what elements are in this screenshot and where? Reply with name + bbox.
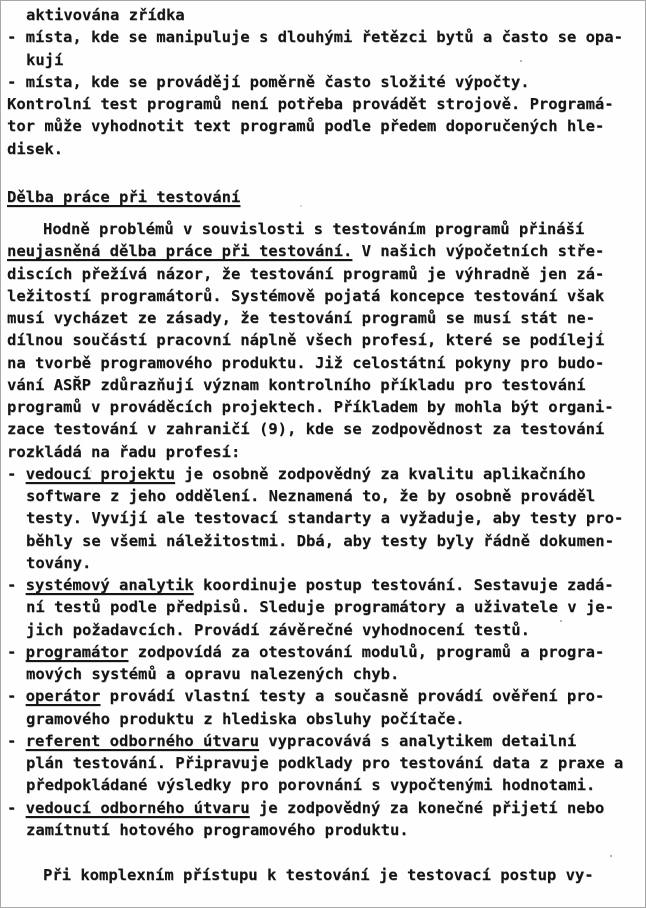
text-line bbox=[7, 485, 639, 507]
text-segment: Kontrolní test programů není potřeba provádět strojově. Programá- bbox=[7, 95, 614, 113]
text-segment: rozkládá na řadu profesí: bbox=[7, 442, 241, 461]
underlined-text: referent odborného útvaru bbox=[25, 731, 259, 750]
underlined-text: systémový analytik bbox=[25, 576, 194, 594]
text-line bbox=[7, 708, 639, 730]
page-text bbox=[7, 4, 639, 886]
text-segment: software z jeho oddělení. Neznamená to, že by osobně prováděl bbox=[26, 487, 596, 505]
text-segment: vypracovává s analytikem detailní bbox=[258, 731, 577, 750]
text-segment: testy. Vyvíjí ale testovací standarty a vyžaduje, aby testy pro- bbox=[26, 509, 624, 528]
text-line bbox=[7, 797, 639, 819]
text-segment: jich požadavcích. Provádí závěrečné vyhodnocení testů. bbox=[26, 620, 530, 639]
text-line bbox=[7, 463, 639, 485]
text-segment: je zodpovědný za konečné přijetí nebo bbox=[249, 798, 605, 817]
text-line bbox=[7, 138, 639, 160]
text-line bbox=[7, 574, 639, 596]
text-segment: - bbox=[7, 576, 26, 594]
underlined-text: neujasněná dělba práce při testování. bbox=[7, 242, 353, 261]
text-segment: musí vycházet ze zásady, že testování programů se musí stát ne- bbox=[7, 309, 595, 327]
text-line bbox=[7, 752, 639, 774]
underlined-text: Dělba práce při testování bbox=[7, 187, 241, 206]
text-line bbox=[7, 307, 639, 329]
text-segment: zace testování v zahraničí (9), kde se zodpovědnost za testování bbox=[7, 420, 605, 439]
text-segment: továny. bbox=[26, 553, 92, 572]
text-segment: na tvorbě programového produktu. Již celostátní pokyny pro budo- bbox=[7, 353, 605, 372]
text-segment: disek. bbox=[7, 139, 63, 158]
text-line bbox=[7, 396, 639, 418]
text-segment: - bbox=[7, 687, 26, 706]
text-segment: tor může vyhodnotit text programů podle předem doporučených hle- bbox=[7, 117, 605, 136]
text-line bbox=[7, 285, 639, 307]
text-segment: dílnou součástí pracovní náplně všech profesí, které se podílejí bbox=[7, 331, 605, 350]
text-line bbox=[7, 418, 639, 440]
text-line bbox=[7, 507, 639, 529]
text-segment: mových systémů a opravu nalezených chyb. bbox=[26, 665, 400, 683]
text-segment: - bbox=[7, 731, 26, 750]
text-line bbox=[7, 263, 639, 285]
text-segment: předpokládané výsledky pro porovnání s vypočtenými hodnotami. bbox=[26, 776, 596, 795]
text-line bbox=[7, 71, 639, 93]
text-segment: - místa, kde se manipuluje s dlouhými řetězci bytů a často se opa- bbox=[7, 28, 623, 47]
text-segment: gramového produktu z hlediska obsluhy počítače. bbox=[26, 709, 465, 728]
text-segment: - bbox=[7, 642, 26, 661]
underlined-text: vedoucí projektu bbox=[25, 464, 175, 483]
section-heading bbox=[7, 186, 639, 208]
text-segment: ležitostí programátorů. Systémově pojatá koncepce testování však bbox=[7, 286, 605, 305]
text-line bbox=[7, 26, 639, 48]
text-line bbox=[7, 619, 639, 641]
text-segment: ní testů podle předpisů. Sleduje programátory a uživatele v je- bbox=[26, 598, 614, 617]
text-segment: - místa, kde se provádějí poměrně často složité výpočty. bbox=[7, 72, 530, 91]
text-line bbox=[7, 115, 639, 137]
text-line bbox=[7, 641, 639, 663]
text-line bbox=[7, 240, 639, 262]
text-segment: - bbox=[7, 798, 26, 817]
text-segment: vání ASŘP zdůrazňují význam kontrolního příkladu pro testování bbox=[7, 375, 586, 394]
text-segment: discích přežívá názor, že testování programů je výhradně jen zá- bbox=[7, 264, 605, 283]
text-line bbox=[7, 596, 639, 618]
text-line bbox=[7, 218, 639, 240]
text-segment: zodpovídá za otestování modulů, programů a progra- bbox=[128, 642, 605, 661]
text-line bbox=[7, 352, 639, 374]
text-line bbox=[7, 441, 639, 463]
text-line bbox=[7, 774, 639, 796]
text-segment: V našich výpočetních stře- bbox=[352, 242, 605, 261]
text-segment: kují bbox=[26, 50, 64, 69]
text-line bbox=[7, 374, 639, 396]
text-line bbox=[7, 685, 639, 707]
underlined-text: vedoucí odborného útvaru bbox=[25, 798, 250, 817]
text-segment: zamítnutí hotového programového produktu. bbox=[26, 820, 409, 839]
text-line bbox=[7, 552, 639, 574]
text-segment: koordinuje postup testování. Sestavuje zadá- bbox=[193, 576, 614, 594]
text-segment: plán testování. Připravuje podklady pro testování data z praxe a bbox=[26, 754, 624, 772]
text-line bbox=[7, 530, 639, 552]
text-segment: běhly se všemi náležitostmi. Dbá, aby testy byly řádně dokumen- bbox=[26, 531, 614, 550]
text-line bbox=[7, 49, 639, 71]
text-segment: provádí vlastní testy a současně provádí ověření pro- bbox=[100, 687, 605, 706]
underlined-text: programátor bbox=[25, 642, 129, 661]
text-line bbox=[7, 663, 639, 685]
text-segment: aktivována zřídka bbox=[26, 6, 185, 24]
text-segment: Hodně problémů v souvislosti s testováním programů přináší bbox=[43, 220, 585, 238]
text-line bbox=[7, 93, 639, 115]
text-segment: programů v prováděcích projektech. Příkladem by mohla být organi- bbox=[7, 398, 614, 416]
text-line bbox=[7, 329, 639, 351]
underlined-text: operátor bbox=[25, 687, 101, 706]
text-line bbox=[7, 864, 639, 886]
text-segment: Při komplexním přístupu k testování je testovací postup vy- bbox=[43, 866, 594, 884]
text-line bbox=[7, 819, 639, 841]
text-segment: je osobně zodpovědný za kvalitu aplikačního bbox=[174, 464, 586, 483]
text-line bbox=[7, 730, 639, 752]
text-line bbox=[7, 4, 639, 26]
text-segment: - bbox=[7, 464, 26, 483]
